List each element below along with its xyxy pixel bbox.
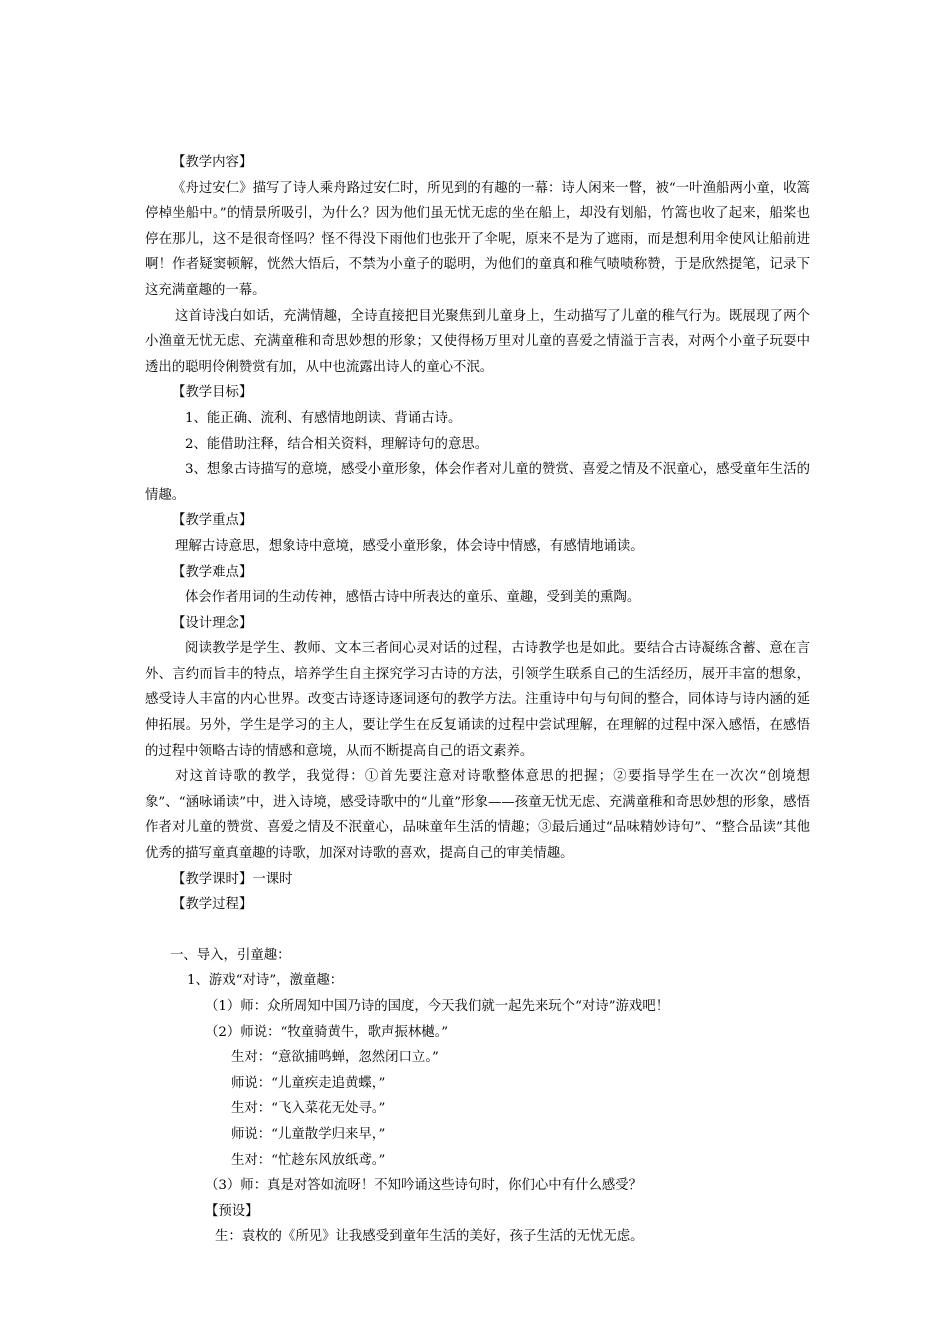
goal-item-1: 1、能正确、流利、有感情地朗读、背诵古诗。 (185, 410, 462, 426)
blank-line (145, 918, 810, 943)
design-paragraph-2: 对这首诗歌的教学，我觉得：①首先要注意对诗歌整体意思的把握；②要指导学生在一次次“创境想象”、“涵咏诵读”中，进入诗境，感受诗歌中的“儿童”形象——孩童无忧无虑、充满童稚和奇思妙想的形象，感悟作者对儿童的赞赏、喜爱之情及不泯童心，品味童年生活的情趣；③最后通过“品味精妙诗句”、“整合品读”其他优秀的描写童真童趣的诗歌，加深对诗歌的喜欢，提高自己的审美情趣。 (145, 769, 810, 862)
difficult-points-text: 体会作者用词的生动传神，感悟古诗中所表达的童乐、童趣，受到美的熏陶。 (185, 590, 641, 606)
dialogue-line: 生对：“飞入菜花无处寻。” (231, 1101, 386, 1117)
dialogue-line: 生对：“忙趁东风放纸鸢。” (231, 1152, 386, 1168)
document-body (145, 150, 810, 1250)
dialogue-line: 师说：“儿童疾走追黄蝶，” (231, 1075, 386, 1091)
heading-design-concept: 【设计理念】 (172, 615, 253, 631)
goal-item-2: 2、能借助注释，结合相关资料，理解诗句的意思。 (185, 436, 489, 452)
content-paragraph-1: 《舟过安仁》描写了诗人乘舟路过安仁时，所见到的有趣的一幕：诗人闲来一瞥，被“一叶渔船两小童，收篙停棹坐船中。”的情景所吸引，为什么？因为他们虽无忧无虑的坐在船上，却没有划船，竹篙也收了起来，船桨也停在那儿，这不是很奇怪吗？怪不得没下雨他们也张开了伞呢，原来不是为了遮雨，而是想利用伞使风让船前进啊！作者疑窦顿解，恍然大悟后，不禁为小童子的聪明，为他们的童真和稚气啧啧称赞，于是欣然提笔，记录下这充满童趣的一幕。 (145, 180, 810, 298)
content-paragraph-2: 这首诗浅白如话，充满情趣，全诗直接把目光聚焦到儿童身上，生动描写了儿童的稚气行为。既展现了两个小渔童无忧无虑、充满童稚和奇思妙想的形象；又使得杨万里对儿童的喜爱之情溢于言表，对两个小童子玩耍中透出的聪明伶俐赞赏有加，从中也流露出诗人的童心不泯。 (145, 308, 810, 375)
goal-item-3: 3、想象古诗描写的意境，感受小童形象，体会作者对儿童的赞赏、喜爱之情及不泯童心，感受童年生活的情趣。 (145, 462, 810, 503)
step-1-part-3: （3）师：真是对答如流呀！不知吟诵这些诗句时，你们心中有什么感受？ (205, 1178, 643, 1194)
step-1-part-1: （1）师：众所周知中国乃诗的国度，今天我们就一起先来玩个“对诗”游戏吧！ (205, 999, 670, 1014)
heading-key-points: 【教学重点】 (172, 513, 253, 529)
heading-class-hours: 【教学课时】一课时 (172, 871, 293, 887)
dialogue-line: 生对：“意欲捕鸣蝉，忽然闭口立。” (231, 1050, 439, 1066)
heading-teaching-goals: 【教学目标】 (172, 385, 253, 401)
heading-difficult-points: 【教学难点】 (172, 564, 253, 580)
section-1-title: 一、导入，引童趣： (170, 947, 291, 963)
key-points-text: 理解古诗意思，想象诗中意境，感受小童形象，体会诗中情感，有感情地诵读。 (175, 538, 644, 554)
design-paragraph-1: 阅读教学是学生、教师、文本三者间心灵对话的过程，古诗教学也是如此。要结合古诗凝练含蓄、意在言外、言约而旨丰的特点，培养学生自主探究学习古诗的方法，引领学生联系自己的生活经历，展开丰富的想象，感受诗人丰富的内心世界。改变古诗逐诗逐词逐句的教学方法。注重诗中句与句间的整合，同体诗与诗内涵的延伸拓展。另外，学生是学习的主人，要让学生在反复诵读的过程中尝试理解，在理解的过程中深入感悟，在感悟的过程中领略古诗的情感和意境，从而不断提高自己的语文素养。 (145, 641, 810, 759)
dialogue-line: 师说：“儿童散学归来早，” (231, 1126, 386, 1142)
step-1-title: 1、游戏“对诗”，激童趣： (187, 973, 344, 989)
heading-preset: 【预设】 (205, 1203, 259, 1219)
heading-teaching-process: 【教学过程】 (172, 897, 253, 913)
heading-teaching-content: 【教学内容】 (172, 155, 253, 170)
preset-answer: 生：袁枚的《所见》让我感受到童年生活的美好，孩子生活的无忧无虑。 (215, 1229, 644, 1245)
step-1-part-2: （2）师说：“牧童骑黄牛，歌声振林樾。” (205, 1024, 449, 1040)
